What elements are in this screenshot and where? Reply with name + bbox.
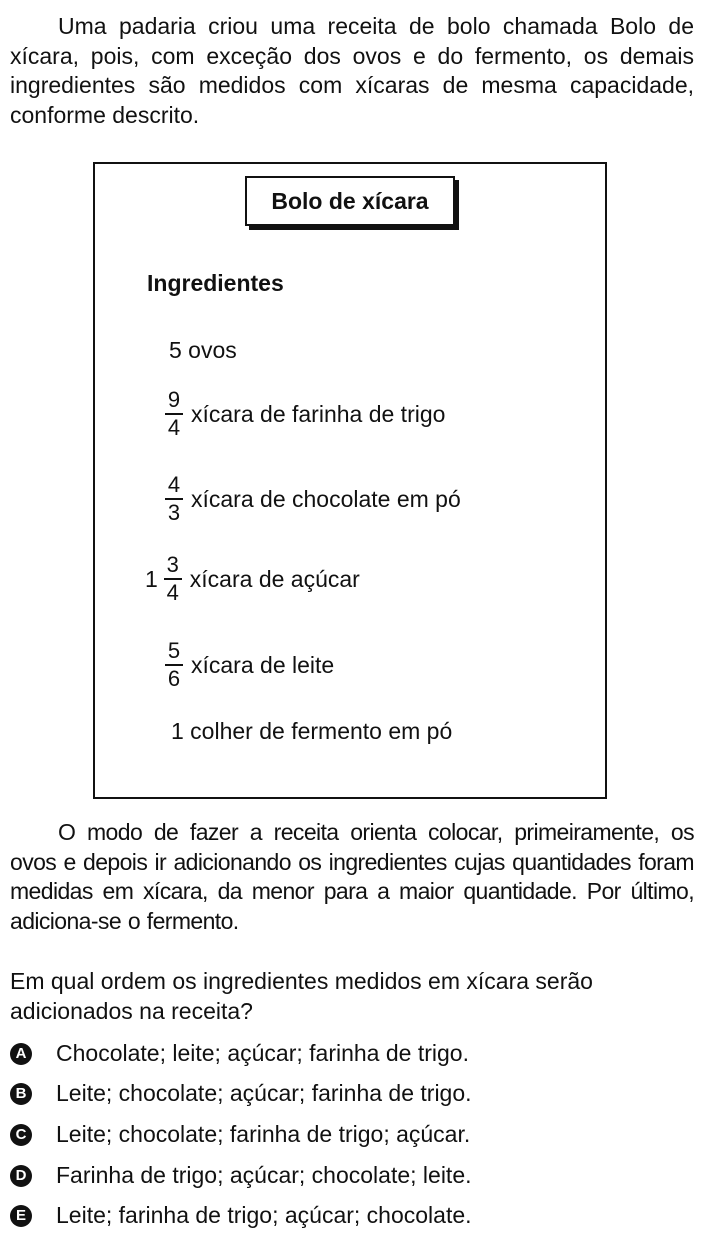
option-c[interactable] (10, 1121, 470, 1148)
option-a[interactable] (10, 1040, 469, 1067)
option-letter-badge: E (10, 1205, 32, 1227)
fraction (164, 553, 182, 605)
fraction (165, 639, 183, 691)
recipe-box (93, 162, 607, 799)
fraction-denominator: 4 (167, 415, 181, 440)
fraction-numerator: 5 (167, 638, 181, 663)
fraction-numerator: 9 (167, 387, 181, 412)
ingredient-text: 1 colher de fermento em pó (171, 718, 453, 744)
fraction-denominator: 3 (167, 500, 181, 525)
ingredient-yeast (171, 718, 452, 745)
ingredient-text: xícara de farinha de trigo (191, 400, 446, 427)
ingredient-text: xícara de chocolate em pó (191, 485, 461, 512)
option-letter-badge: D (10, 1165, 32, 1187)
fraction-numerator: 3 (166, 552, 179, 577)
option-letter-badge: A (10, 1043, 32, 1065)
ingredient-sugar (145, 553, 360, 605)
option-text: Leite; chocolate; açúcar; farinha de trigo. (56, 1080, 472, 1106)
fraction (165, 388, 183, 440)
ingredient-milk (165, 639, 334, 691)
fraction-numerator: 4 (167, 472, 181, 497)
intro-paragraph: Uma padaria criou uma receita de bolo chamada Bolo de xícara, pois, com exceção dos ovos e do fermento, os demais ingredientes são medidos com xícaras de mesma capacidade, conforme descrito. (10, 13, 694, 128)
ingredient-text: xícara de leite (191, 651, 335, 678)
mixed-number-whole: 1 (145, 565, 158, 592)
method-paragraph: O modo de fazer a receita orienta colocar, primeiramente, os ovos e depois ir adicionando os ingredientes cujas quantidades foram medidas em xícara, da menor para a maior quantidade. Por último, adiciona-se o fermento. (10, 819, 694, 934)
option-text: Chocolate; leite; açúcar; farinha de trigo. (56, 1040, 469, 1066)
ingredient-chocolate (165, 473, 461, 525)
option-letter-badge: C (10, 1124, 32, 1146)
question-text: Em qual ordem os ingredientes medidos em xícara serão adicionados na receita? (10, 968, 593, 1024)
fraction-denominator: 6 (167, 666, 181, 691)
fraction-denominator: 4 (166, 580, 179, 605)
fraction (165, 473, 183, 525)
option-letter-badge: B (10, 1083, 32, 1105)
ingredient-text: 5 ovos (169, 337, 237, 363)
ingredients-heading: Ingredientes (147, 270, 284, 296)
option-text: Farinha de trigo; açúcar; chocolate; leite. (56, 1162, 472, 1188)
ingredient-text: xícara de açúcar (189, 565, 360, 592)
option-text: Leite; chocolate; farinha de trigo; açúcar. (56, 1121, 471, 1147)
ingredient-eggs (169, 337, 237, 364)
option-d[interactable] (10, 1162, 472, 1189)
option-b[interactable] (10, 1080, 472, 1107)
option-text: Leite; farinha de trigo; açúcar; chocolate. (56, 1202, 472, 1228)
ingredient-flour (165, 388, 445, 440)
recipe-title: Bolo de xícara (245, 176, 455, 226)
option-e[interactable] (10, 1202, 472, 1229)
